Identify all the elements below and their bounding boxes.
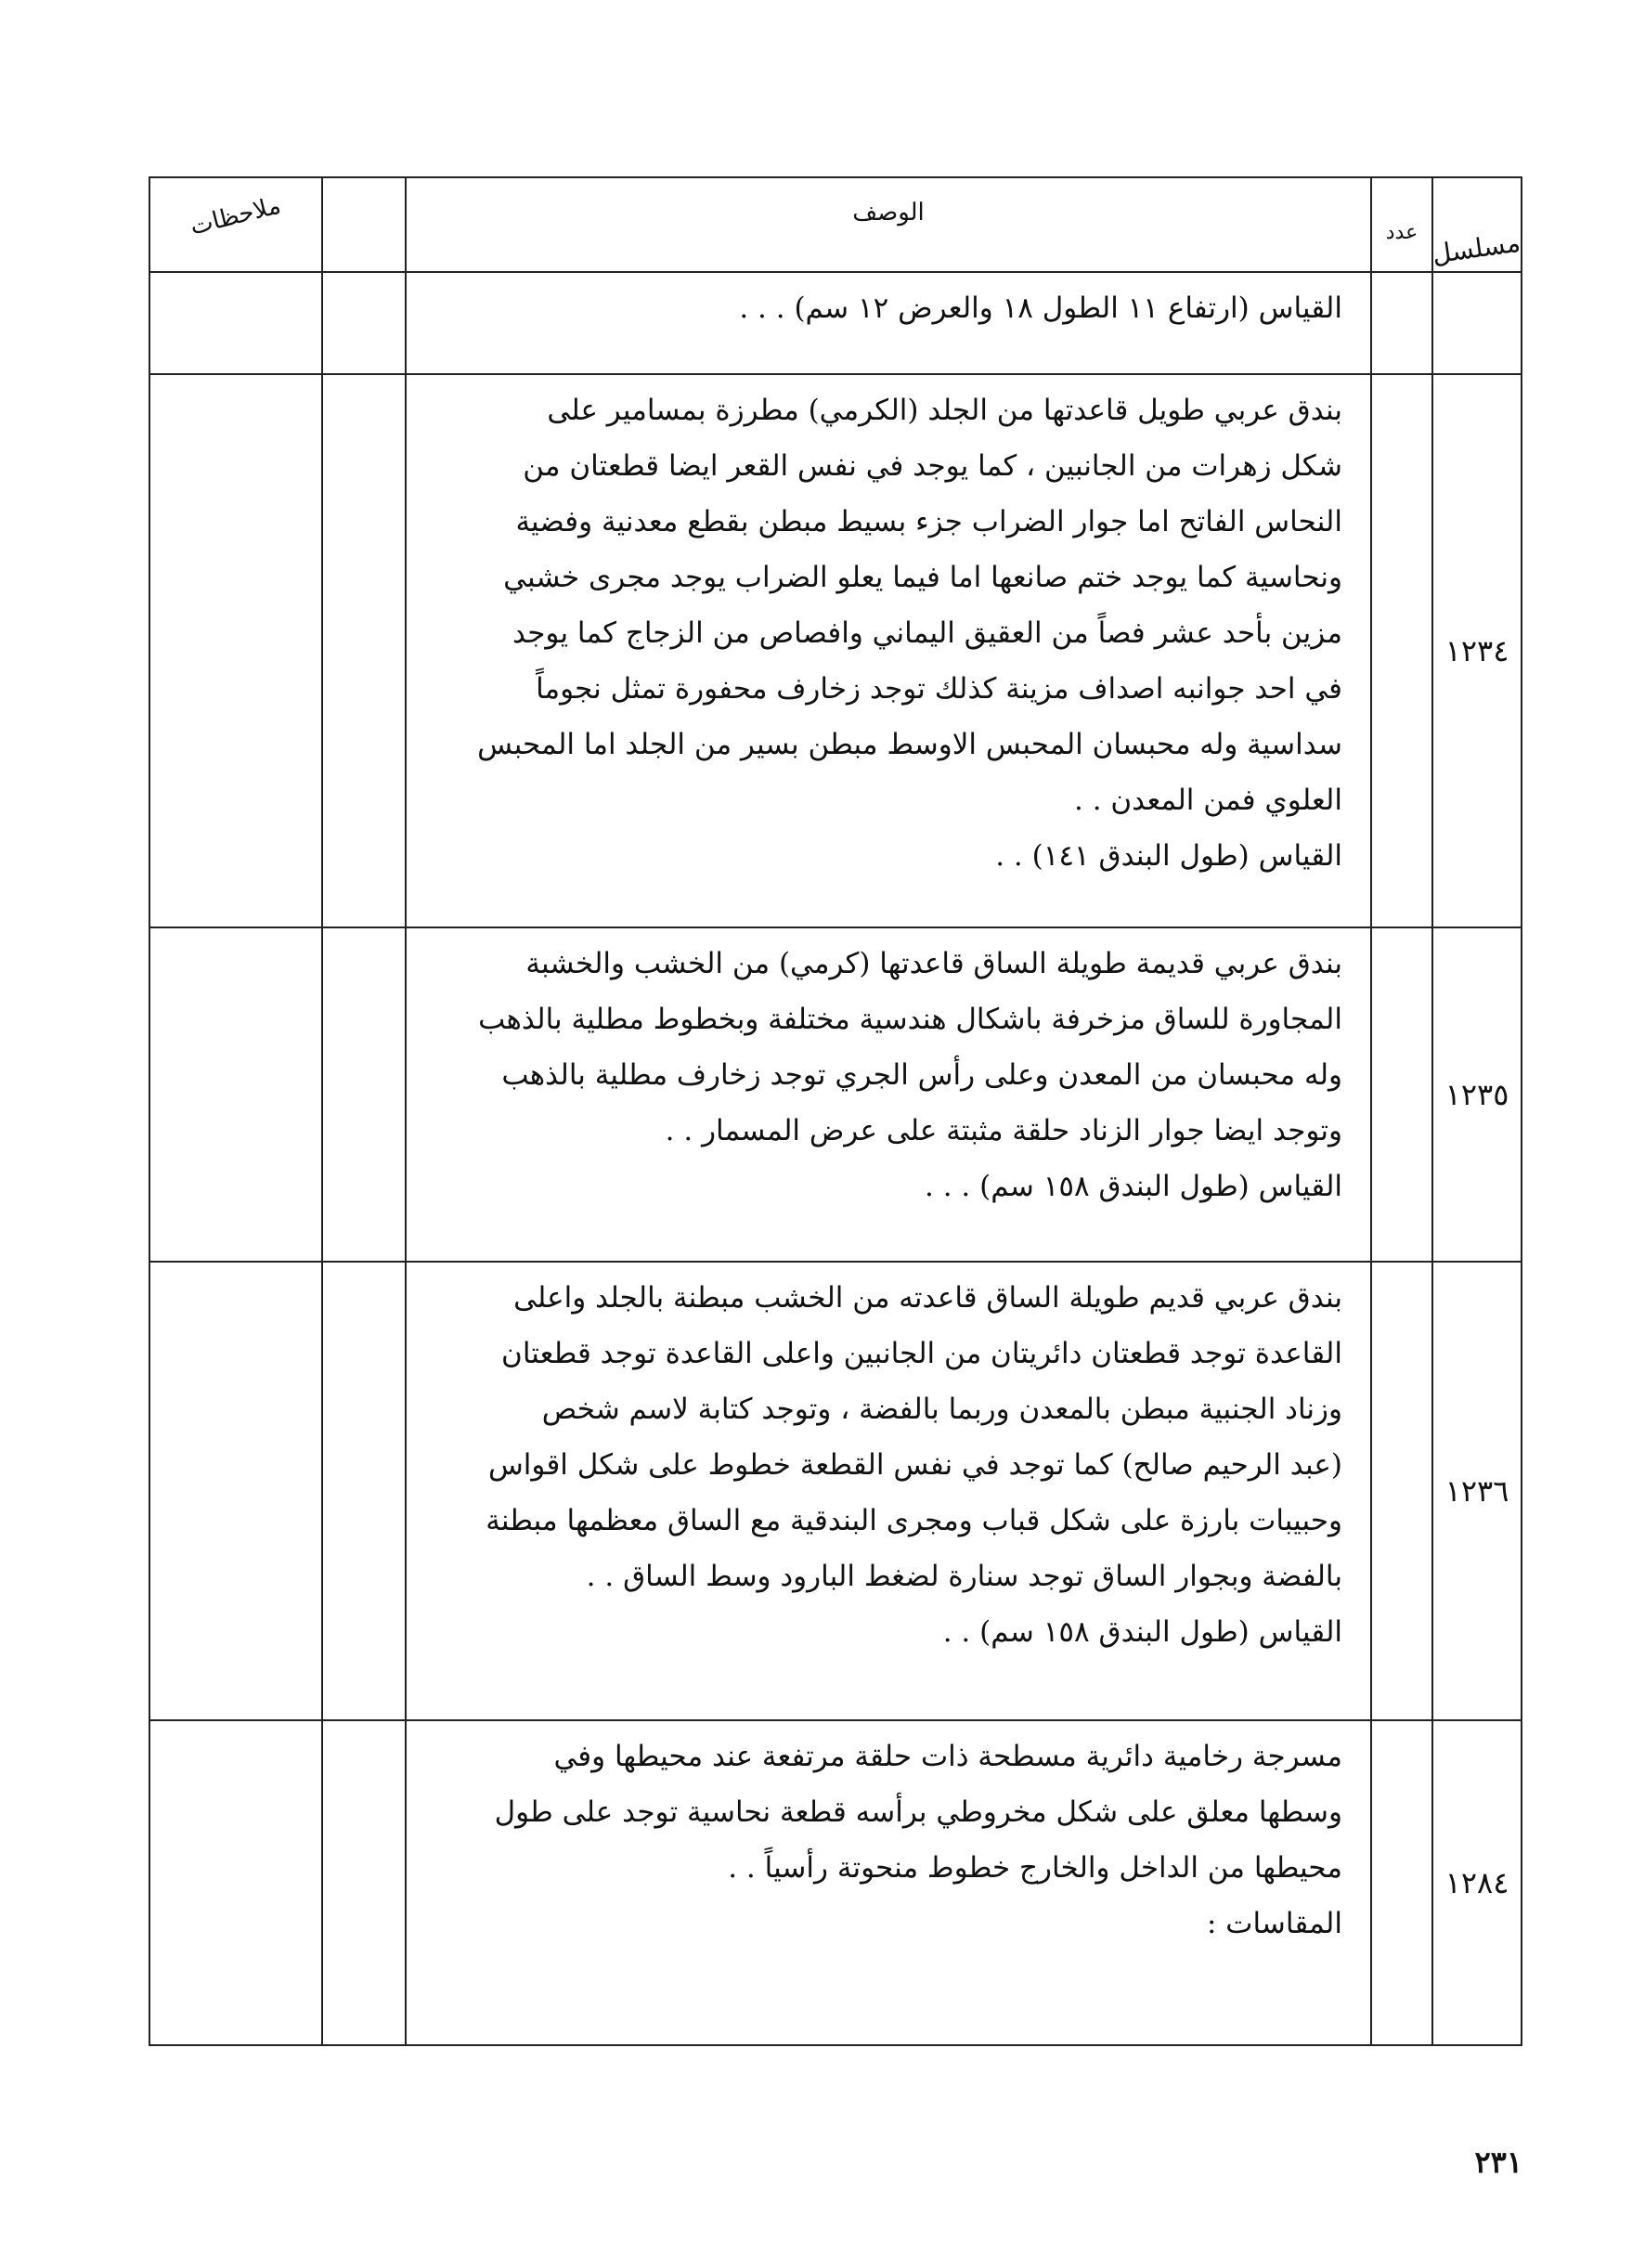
blank-header: [322, 177, 406, 272]
description-line: (عبد الرحيم صالح) كما توجد في نفس القطعة خطوط على شكل اقواس: [487, 1448, 1342, 1482]
description-cell: [406, 272, 1371, 374]
header-row: [149, 177, 1522, 272]
description-line: مسرجة رخامية دائرية مسطحة ذات حلقة مرتفعة عند محيطها وفي: [553, 1740, 1342, 1773]
description-line: القياس (ارتفاع ١١ الطول ١٨ والعرض ١٢ سم) . . .: [739, 292, 1342, 325]
notes-header: ملاحظات: [149, 177, 322, 272]
count-cell: [1371, 1262, 1432, 1720]
description-line: القاعدة توجد قطعتان دائريتان من الجانبين واعلى القاعدة توجد قطعتان: [501, 1337, 1342, 1370]
description-line: وله محبسان من المعدن وعلى رأس الجري توجد زخارف مطلية بالذهب: [501, 1058, 1342, 1092]
serial-cell: [1432, 272, 1522, 374]
description-line: المجاورة للساق مزخرفة باشكال هندسية مختلفة وبخطوط مطلية بالذهب: [478, 1003, 1342, 1036]
notes-cell: [149, 1262, 322, 1720]
measurement-line: المقاسات :: [1206, 1907, 1342, 1940]
description-line: مزين بأحد عشر فصاً من العقيق اليماني وافصاص من الزجاج كما يوجد: [512, 616, 1342, 650]
notes-cell: [149, 927, 322, 1262]
blank-cell: [322, 1262, 406, 1720]
description-line: شكل زهرات من الجانبين ، كما يوجد في نفس القعر ايضا قطعتان من: [523, 449, 1342, 483]
description-line: وتوجد ايضا جوار الزناد حلقة مثبتة على عرض المسمار . .: [665, 1114, 1342, 1147]
description-line: وسطها معلق على شكل مخروطي برأسه قطعة نحاسية توجد على طول: [494, 1795, 1342, 1829]
table-row: [149, 374, 1522, 927]
count-cell: [1371, 927, 1432, 1262]
description-line: العلوي فمن المعدن . .: [1074, 784, 1342, 817]
description-cell: [406, 1262, 1371, 1720]
measurement-line: القياس (طول البندق ١٥٨ سم) . .: [942, 1615, 1342, 1649]
measurement-line: القياس (طول البندق ١٥٨ سم) . . .: [925, 1170, 1342, 1203]
inventory-table: [149, 176, 1522, 2046]
description-line: بندق عربي قديمة طويلة الساق قاعدتها (كرمي) من الخشب والخشبة: [525, 947, 1342, 980]
blank-cell: [322, 927, 406, 1262]
blank-cell: [322, 374, 406, 927]
description-line: بندق عربي طويل قاعدتها من الجلد (الكرمي) مطرزة بمسامير على: [547, 394, 1342, 427]
table-row: [149, 1262, 1522, 1720]
notes-cell: [149, 272, 322, 374]
blank-cell: [322, 1720, 406, 2045]
description-line: في احد جوانبه اصداف مزينة كذلك توجد زخارف محفورة تمثل نجوماً: [536, 672, 1342, 706]
description-cell: [406, 927, 1371, 1262]
description-line: بندق عربي قديم طويلة الساق قاعدته من الخشب مبطنة بالجلد واعلى: [513, 1281, 1342, 1315]
blank-cell: [322, 272, 406, 374]
description-cell: [406, 1720, 1371, 2045]
serial-cell: ١٢٨٤: [1432, 1720, 1522, 2045]
measurement-line: القياس (طول البندق ١٤١) . .: [995, 839, 1342, 873]
description-line: وزناد الجنبية مبطن بالمعدن وربما بالفضة ، وتوجد كتابة لاسم شخص: [541, 1393, 1342, 1426]
table-row: [149, 272, 1522, 374]
description-line: سداسية وله محبسان المحبس الاوسط مبطن بسير من الجلد اما المحبس: [477, 728, 1342, 761]
notes-cell: [149, 1720, 322, 2045]
description-line: ونحاسية كما يوجد ختم صانعها اما فيما يعلو الضراب يوجد مجرى خشبي: [503, 561, 1342, 594]
notes-cell: [149, 374, 322, 927]
description-line: محيطها من الداخل والخارج خطوط منحوتة رأسياً . .: [728, 1851, 1342, 1885]
description-line: النحاس الفاتح اما جوار الضراب جزء بسيط مبطن بقطع معدنية وفضية: [515, 505, 1342, 538]
count-cell: [1371, 1720, 1432, 2045]
description-header: الوصف: [406, 177, 1371, 272]
table-row: [149, 1720, 1522, 2045]
description-cell: [406, 374, 1371, 927]
count-cell: [1371, 272, 1432, 374]
count-cell: [1371, 374, 1432, 927]
serial-cell: ١٢٣٤: [1432, 374, 1522, 927]
serial-cell: ١٢٣٦: [1432, 1262, 1522, 1720]
description-line: وحبيبات بارزة على شكل قباب ومجرى البندقية مع الساق معظمها مبطنة: [486, 1504, 1342, 1537]
serial-header: مسلسل: [1432, 177, 1522, 272]
description-line: بالفضة وبجوار الساق توجد سنارة لضغط البارود وسط الساق . .: [586, 1560, 1342, 1593]
table-row: [149, 927, 1522, 1262]
count-header: عدد: [1371, 177, 1432, 272]
serial-cell: ١٢٣٥: [1432, 927, 1522, 1262]
page-number: ٢٣١: [1474, 2145, 1522, 2180]
